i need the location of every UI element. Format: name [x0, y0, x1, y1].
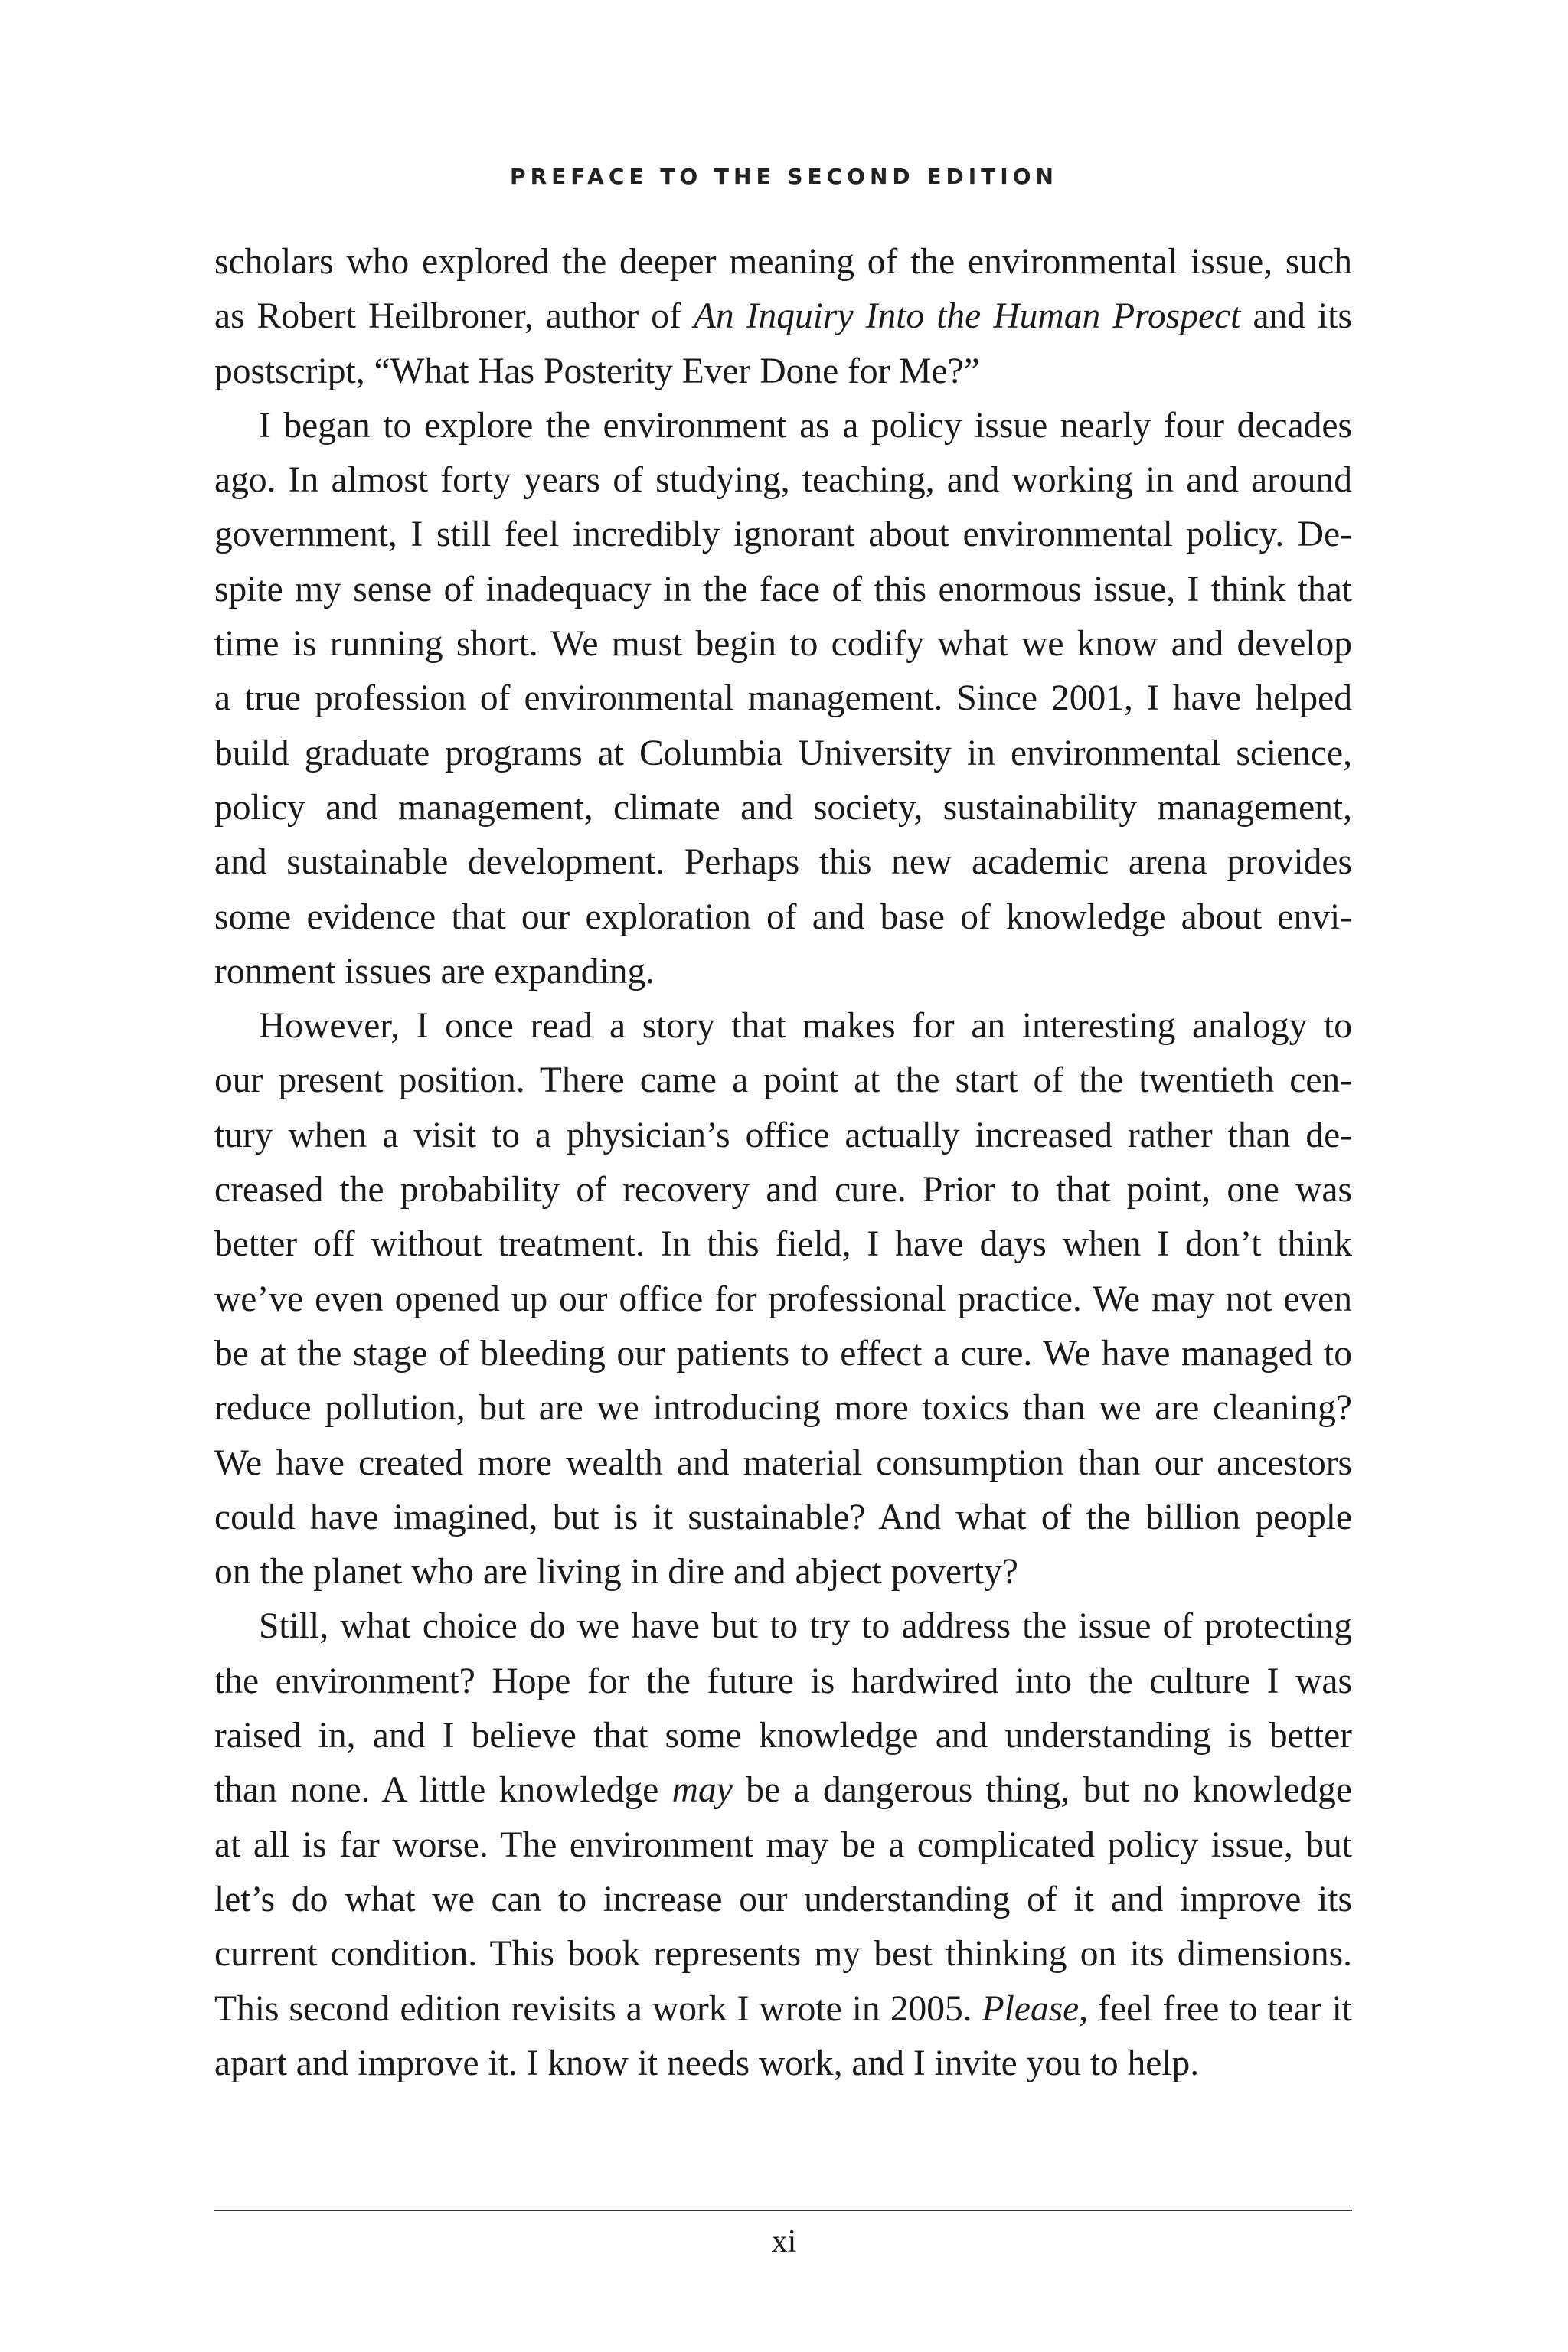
- text-line: some evidence that our exploration of and base of knowledge about envi-: [214, 897, 1352, 937]
- text-line: creased the probability of recovery and cure. Prior to that point, one was: [214, 1170, 1352, 1210]
- text-line: tury when a visit to a physician’s office actually increased rather than de-: [214, 1115, 1352, 1155]
- italic-text: Please: [982, 1988, 1080, 2029]
- text-line: and sustainable development. Perhaps this new academic arena provides: [214, 842, 1352, 883]
- text-line: current condition. This book represents my best thinking on its dimensions.: [214, 1934, 1352, 1975]
- text-line: time is running short. We must begin to codify what we know and develop: [214, 624, 1352, 665]
- body-text: [214, 235, 1352, 2091]
- text-line: government, I still feel incredibly ignorant about environmental policy. De-: [214, 514, 1352, 555]
- text-line: could have imagined, but is it sustainable? And what of the billion people: [214, 1497, 1352, 1537]
- text-line: better off without treatment. In this field, I have days when I don’t think: [214, 1224, 1352, 1265]
- text-line: We have created more wealth and material consumption than our ancestors: [214, 1442, 1352, 1483]
- text-line: build graduate programs at Columbia University in environmental science,: [214, 733, 1352, 773]
- text-line: I began to explore the environment as a policy issue nearly four decades: [259, 405, 1352, 446]
- text-line: we’ve even opened up our office for professional practice. We may not even: [214, 1279, 1352, 1319]
- text-line: be at the stage of bleeding our patients to effect a cure. We have managed to: [214, 1333, 1352, 1374]
- italic-text: An Inquiry Into the Human Prospect: [693, 296, 1241, 337]
- text-line: policy and management, climate and society, sustainability management,: [214, 787, 1352, 828]
- text-line: our present position. There came a point at the start of the twentieth cen-: [214, 1060, 1352, 1101]
- text-line: postscript, “What Has Posterity Ever Done for Me?”: [214, 351, 980, 391]
- text-line: at all is far worse. The environment may be a complicated policy issue, but: [214, 1824, 1352, 1865]
- page-number: xi: [771, 2224, 797, 2259]
- text-line: reduce pollution, but are we introducing more toxics than we are cleaning?: [214, 1388, 1352, 1429]
- text-line: spite my sense of inadequacy in the face of this enormous issue, I think that: [214, 569, 1352, 609]
- text-line: a true profession of environmental management. Since 2001, I have helped: [214, 678, 1352, 719]
- text-line: on the planet who are living in dire and abject poverty?: [214, 1552, 1018, 1592]
- text-line: scholars who explored the deeper meaning of the environmental issue, such: [214, 242, 1352, 282]
- text-line: However, I once read a story that makes for an interesting analogy to: [259, 1006, 1352, 1047]
- text-line: than none. A little knowledge may be a dangerous thing, but no knowledge: [214, 1770, 1352, 1811]
- italic-text: may: [671, 1770, 733, 1811]
- footer-rule: [214, 2210, 1352, 2211]
- text-line: apart and improve it. I know it needs work, and I invite you to help.: [214, 2043, 1200, 2083]
- text-line: ronment issues are expanding.: [214, 951, 655, 991]
- text-line: let’s do what we can to increase our understanding of it and improve its: [214, 1879, 1352, 1919]
- text-line: the environment? Hope for the future is hardwired into the culture I was: [214, 1661, 1352, 1701]
- text-line: This second edition revisits a work I wrote in 2005. Please, feel free to tear it: [214, 1988, 1352, 2029]
- running-head: PREFACE TO THE SECOND EDITION: [510, 164, 1058, 189]
- text-line: Still, what choice do we have but to try to address the issue of protecting: [259, 1606, 1352, 1647]
- text-line: raised in, and I believe that some knowledge and understanding is better: [214, 1716, 1352, 1756]
- text-line: ago. In almost forty years of studying, teaching, and working in and around: [214, 460, 1352, 501]
- text-line: as Robert Heilbroner, author of An Inquiry Into the Human Prospect and its: [214, 296, 1352, 337]
